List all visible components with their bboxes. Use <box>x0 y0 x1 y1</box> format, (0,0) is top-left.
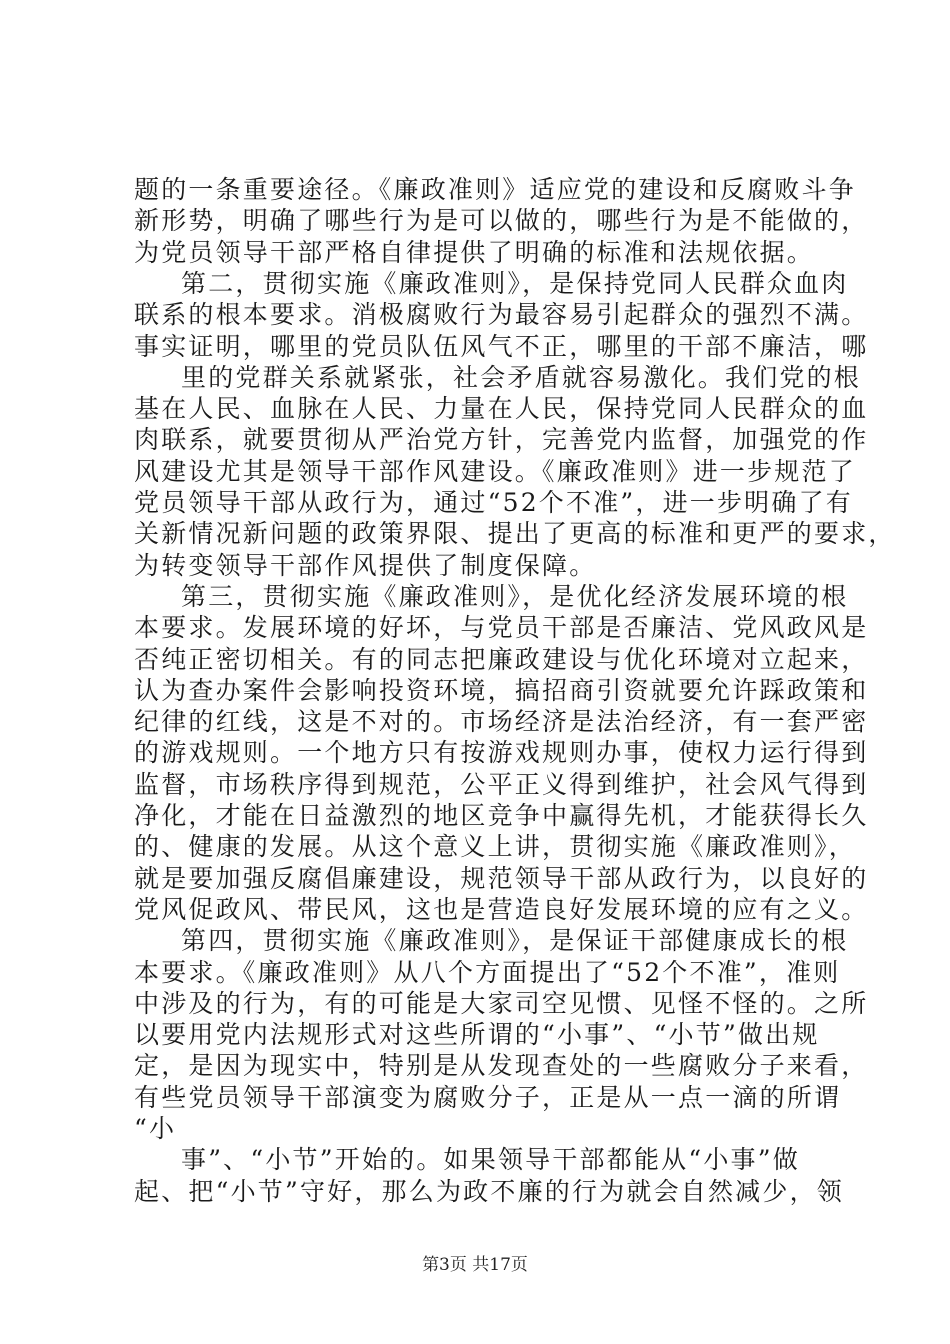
page-footer: 第3页 共17页 <box>422 1255 528 1275</box>
text-line: 监督，市场秩序得到规范，公平正义得到维护，社会风气得到 <box>134 769 869 799</box>
text-line: 事实证明，哪里的党员队伍风气不正，哪里的干部不廉洁，哪 <box>134 331 869 361</box>
text-line: 为转变领导干部作风提供了制度保障。 <box>134 550 597 580</box>
text-line: 定，是因为现实中，特别是从发现查处的一些腐败分子来看， <box>134 1051 869 1081</box>
text-line: 基在人民、血脉在人民、力量在人民，保持党同人民群众的血 <box>134 394 869 424</box>
text-line: 的游戏规则。一个地方只有按游戏规则办事，使权力运行得到 <box>134 738 869 768</box>
text-line: 第二，贯彻实施《廉政准则》，是保持党同人民群众血肉 <box>181 268 849 298</box>
text-line: 否纯正密切相关。有的同志把廉政建设与优化环境对立起来， <box>134 644 869 674</box>
text-line: 风建设尤其是领导干部作风建设。《廉政准则》进一步规范了 <box>134 456 856 486</box>
text-line: 起、把“小节”守好，那么为政不廉的行为就会自然减少，领 <box>134 1176 844 1206</box>
text-line: 本要求。发展环境的好坏，与党员干部是否廉洁、党风政风是 <box>134 613 869 643</box>
text-line: 有些党员领导干部演变为腐败分子，正是从一点一滴的所谓 <box>134 1082 842 1112</box>
text-line: 以要用党内法规形式对这些所谓的“小事”、“小节”做出规 <box>134 1020 820 1050</box>
text-line: 新形势，明确了哪些行为是可以做的，哪些行为是不能做的， <box>134 206 869 236</box>
text-line: 题的一条重要途径。《廉政准则》适应党的建设和反腐败斗争 <box>134 175 856 204</box>
text-line: 就是要加强反腐倡廉建设，规范领导干部从政行为，以良好的 <box>134 863 869 893</box>
text-line: 中涉及的行为，有的可能是大家司空见惯、见怪不怪的。之所 <box>134 988 869 1018</box>
text-line: 认为查办案件会影响投资环境，搞招商引资就要允许踩政策和 <box>134 675 869 705</box>
text-line: 党风促政风、带民风，这也是营造良好发展环境的应有之义。 <box>134 894 869 924</box>
text-line: 第三，贯彻实施《廉政准则》，是优化经济发展环境的根 <box>181 581 849 611</box>
text-line: 净化，才能在日益激烈的地区竞争中赢得先机，才能获得长久 <box>134 801 869 830</box>
text-line: 联系的根本要求。消极腐败行为最容易引起群众的强烈不满。 <box>134 300 869 330</box>
text-line: 第四，贯彻实施《廉政准则》，是保证干部健康成长的根 <box>181 926 849 956</box>
text-line: 纪律的红线，这是不对的。市场经济是法治经济，有一套严密 <box>134 707 869 737</box>
text-line: 关新情况新问题的政策界限、提出了更高的标准和更严的要求， <box>134 519 896 549</box>
text-line: 事”、“小节”开始的。如果领导干部都能从“小事”做 <box>181 1145 800 1175</box>
text-line: 本要求。《廉政准则》从八个方面提出了“52个不准”，准则 <box>134 957 841 987</box>
text-line: 为党员领导干部严格自律提供了明确的标准和法规依据。 <box>134 237 815 267</box>
text-line: “小 <box>134 1114 177 1143</box>
text-line: 肉联系，就要贯彻从严治党方针，完善党内监督，加强党的作 <box>134 425 869 455</box>
text-line: 的、健康的发展。从这个意义上讲，贯彻实施《廉政准则》， <box>134 832 856 862</box>
text-line: 里的党群关系就紧张，社会矛盾就容易激化。我们党的根 <box>181 362 862 392</box>
text-line: 党员领导干部从政行为，通过“52个不准”，进一步明确了有 <box>134 488 853 517</box>
